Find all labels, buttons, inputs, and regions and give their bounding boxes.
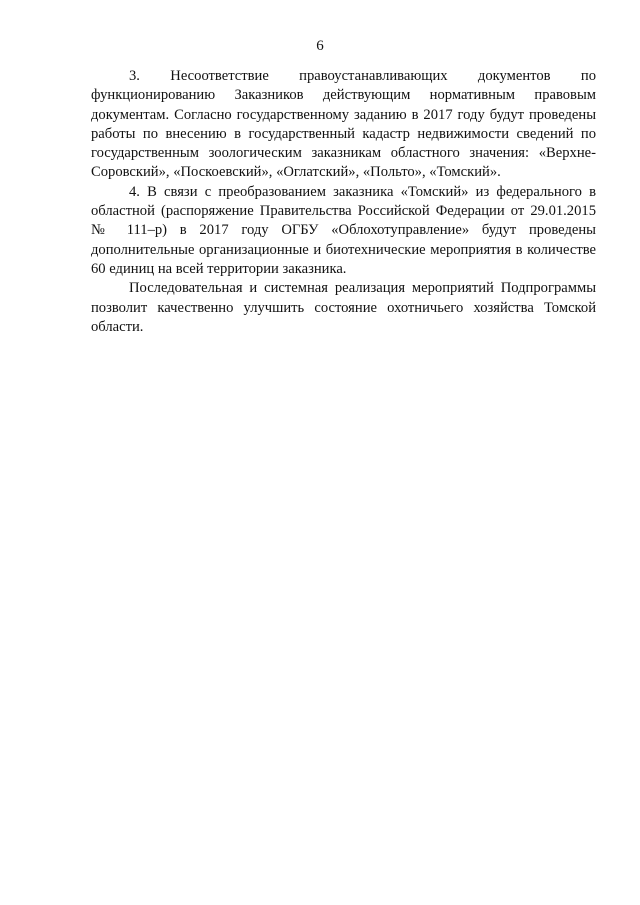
page-number: 6 xyxy=(316,38,324,54)
paragraph-item-4: 4. В связи с преобразованием заказника «Томский» из федерального в областной (распоряжение Правительства Российской Федерации от 29.01.2015 № 111–р) в 2017 году ОГБУ «Облохотуправление» будут проведены дополнительные организационные и биотехнические мероприятия в количестве 60 единиц на всей территории заказника. xyxy=(91,183,596,277)
paragraph-item-3: 3. Несоответствие правоустанавливающих документов по функционированию Заказников действующим нормативным правовым документам. Согласно государственному заданию в 2017 году будут проведены работы по внесению в государственный кадастр недвижимости сведений по государственным зоологическим заказникам областного значения: «Верхне-Соровский», «Поскоевский», «Оглатский», «Польто», «Томский». xyxy=(91,68,596,181)
paragraph-conclusion: Последовательная и системная реализация мероприятий Подпрограммы позволит качественно улучшить состояние охотничьего хозяйства Томской области. xyxy=(91,280,596,335)
document-body xyxy=(91,67,596,337)
